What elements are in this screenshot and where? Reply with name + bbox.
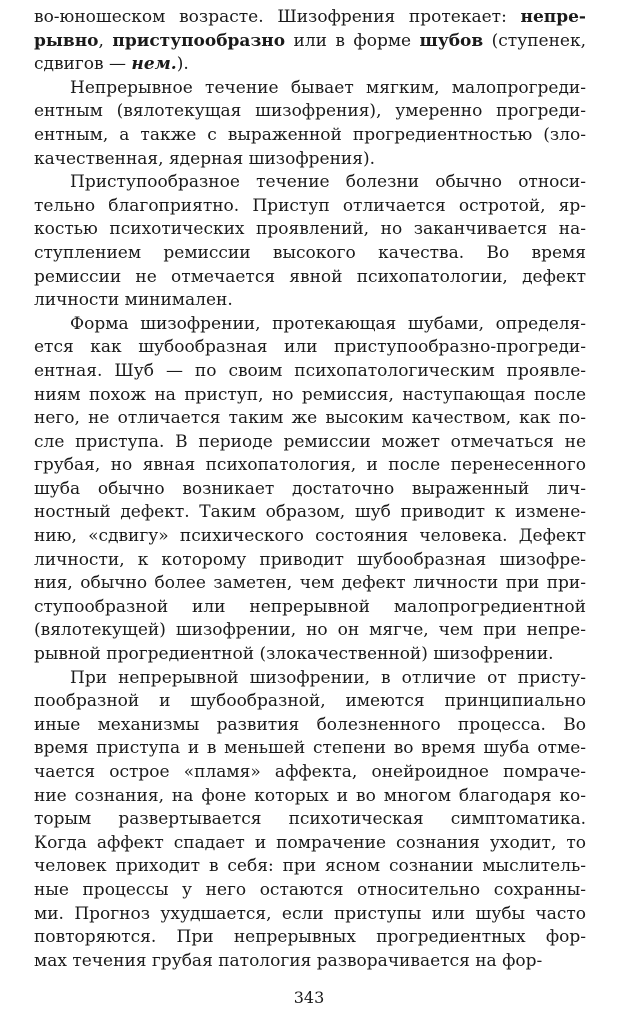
text-line — [34, 690, 586, 714]
text-line — [34, 30, 586, 54]
text-segment: костью психотических проявлений, но заканчивается на- — [34, 219, 586, 240]
text-line — [34, 454, 586, 478]
text-line — [34, 218, 586, 242]
bold-term: приступообразно — [112, 30, 286, 51]
text-segment: ). — [176, 54, 189, 75]
text-segment: ниям похож на приступ, но ремиссия, наступающая после — [34, 384, 586, 405]
text-line — [34, 289, 586, 313]
text-line — [34, 407, 586, 431]
text-line — [34, 714, 586, 738]
paragraph — [34, 77, 586, 171]
text-line — [34, 549, 586, 573]
text-segment: ентная. Шуб — по своим психопатологическим проявле- — [34, 360, 586, 381]
paragraph — [34, 667, 586, 974]
text-line — [34, 6, 586, 30]
text-segment: ется как шубообразная или приступообразно-прогреди- — [34, 337, 586, 358]
bold-term: рывно — [34, 30, 99, 51]
text-segment: При непрерывной шизофрении, в отличие от присту- — [70, 667, 586, 688]
text-segment: сле приступа. В периоде ремиссии может отмечаться не — [34, 431, 586, 452]
text-line — [34, 785, 586, 809]
text-segment: торым развертывается психотическая симптоматика. — [34, 809, 586, 830]
text-line — [34, 171, 586, 195]
text-line — [34, 737, 586, 761]
text-line — [34, 879, 586, 903]
text-segment: ентным, а также с выраженной прогредиентностью (зло- — [34, 124, 586, 145]
text-segment: Когда аффект спадает и помрачение сознания уходит, то — [34, 832, 586, 853]
text-line — [34, 360, 586, 384]
text-segment: ные процессы у него остаются относительно сохранны- — [34, 879, 586, 900]
text-line — [34, 643, 586, 667]
text-line — [34, 195, 586, 219]
text-segment: мах течения грубая патология разворачивается на фор- — [34, 950, 543, 971]
text-line — [34, 903, 586, 927]
text-segment: , — [98, 30, 113, 51]
text-segment: Приступообразное течение болезни обычно относи- — [70, 172, 586, 193]
text-line — [34, 384, 586, 408]
text-segment: (ступенек, — [483, 30, 587, 51]
text-segment: личности минимален. — [34, 290, 233, 311]
text-line — [34, 242, 586, 266]
text-segment: ния, обычно более заметен, чем дефект личности при при- — [34, 573, 586, 594]
text-segment: ностный дефект. Таким образом, шуб приводит к измене- — [34, 502, 586, 523]
text-segment: Непрерывное течение бывает мягким, малопрогреди- — [70, 77, 586, 98]
text-segment: ремиссии не отмечается явной психопатологии, дефект — [34, 266, 586, 287]
text-line — [34, 855, 586, 879]
text-segment: шуба обычно возникает достаточно выраженный лич- — [34, 478, 586, 499]
text-segment: или в форме — [285, 30, 420, 51]
text-line — [34, 124, 586, 148]
text-line — [34, 77, 586, 101]
text-segment: иные механизмы развития болезненного процесса. Во — [34, 714, 586, 735]
bold-term: шубов — [419, 30, 484, 51]
text-segment: ступообразной или непрерывной малопрогредиентной — [34, 596, 586, 617]
text-segment: сдвигов — — [34, 54, 132, 75]
text-line — [34, 313, 586, 337]
text-line — [34, 596, 586, 620]
text-line — [34, 478, 586, 502]
text-segment: грубая, но явная психопатология, и после перенесенного — [34, 455, 586, 476]
italic-term: нем. — [131, 54, 177, 75]
text-segment: время приступа и в меньшей степени во время шуба отме- — [34, 738, 586, 759]
page-body — [34, 6, 586, 973]
text-line — [34, 525, 586, 549]
text-segment: личности, к которому приводит шубообразная шизофре- — [34, 549, 586, 570]
text-segment: рывной прогредиентной (злокачественной) шизофрении. — [34, 644, 554, 665]
text-line — [34, 431, 586, 455]
text-segment: ентным (вялотекущая шизофрения), умеренно прогреди- — [34, 101, 586, 122]
text-segment: (вялотекущей) шизофрении, но он мягче, чем при непре- — [34, 620, 586, 641]
text-line — [34, 950, 586, 974]
text-segment: него, не отличается таким же высоким качеством, как по- — [34, 408, 586, 429]
text-segment: тельно благоприятно. Приступ отличается остротой, яр- — [34, 195, 586, 216]
text-line — [34, 148, 586, 172]
text-segment: человек приходит в себя: при ясном сознании мыслитель- — [34, 856, 586, 877]
text-line — [34, 832, 586, 856]
paragraph — [34, 6, 586, 77]
text-segment: во-юношеском возрасте. Шизофрения протекает: — [34, 7, 521, 27]
paragraph — [34, 313, 586, 667]
text-line — [34, 761, 586, 785]
text-line — [34, 572, 586, 596]
text-segment: Форма шизофрении, протекающая шубами, определя- — [70, 313, 586, 334]
text-line — [34, 336, 586, 360]
text-line — [34, 266, 586, 290]
text-segment: нию, «сдвигу» психического состояния человека. Дефект — [34, 526, 586, 547]
text-segment: повторяются. При непрерывных прогредиентных фор- — [34, 927, 586, 948]
text-segment: ступлением ремиссии высокого качества. Во время — [34, 242, 586, 263]
text-segment: пообразной и шубообразной, имеются принципиально — [34, 691, 586, 712]
text-line — [34, 619, 586, 643]
text-segment: качественная, ядерная шизофрения). — [34, 148, 375, 169]
paragraph — [34, 171, 586, 313]
text-line — [34, 501, 586, 525]
text-line — [34, 926, 586, 950]
text-line — [34, 667, 586, 691]
text-segment: ние сознания, на фоне которых и во многом благодаря ко- — [34, 785, 586, 806]
text-line — [34, 100, 586, 124]
text-line — [34, 808, 586, 832]
page-number: 343 — [293, 988, 325, 1007]
text-segment: чается острое «пламя» аффекта, онейроидное помраче- — [34, 762, 586, 782]
text-line — [34, 53, 586, 77]
text-segment: ми. Прогноз ухудшается, если приступы или шубы часто — [34, 903, 586, 924]
bold-term: непре- — [520, 7, 586, 27]
